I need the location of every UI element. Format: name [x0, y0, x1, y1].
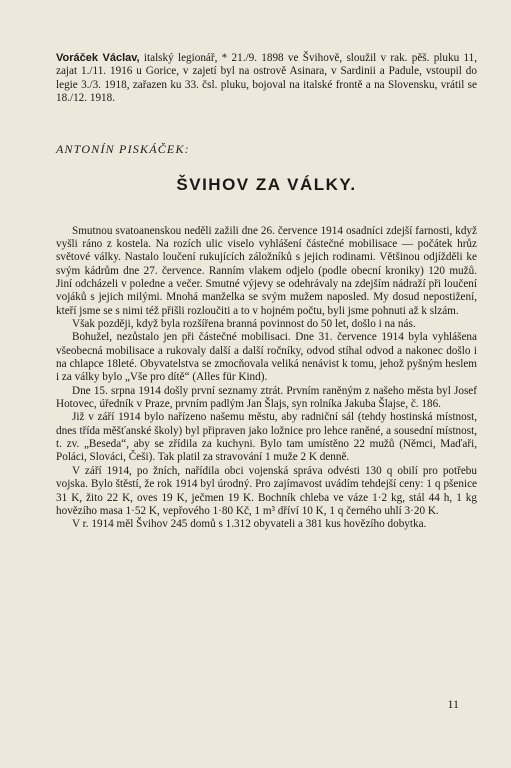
paragraph: V září 1914, po žních, nařídila obci vojenská správa odvésti 130 q obilí pro potřebu vojska. Bylo štěstí, že rok 1914 byl úrodný. Pro zajímavost uvádím tehdejší ceny: 1 q pšenice 31 K, žito 22 K, oves 19 K, ječmen 19 K. Bochník chleba ve váze 1·2 kg, stál 44 h, 1 kg hovězího masa 1·52 K, vepřového 1·80 Kč, 1 m³ dříví 10 K, 1 q černého uhlí 3·20 K. [56, 464, 477, 517]
paragraph: V r. 1914 měl Švihov 245 domů s 1.312 obyvateli a 381 kus hovězího dobytka. [72, 518, 427, 531]
biography-text: italský legionář, * 21./9. 1898 ve Švihově, sloužil v rak. pěš. pluku 11, zajat 1./11. 1916 u Gorice, v zajetí byl na ostrově Asinara, v Sardinii a Padule, vstoupil do legie 3./3. 1918, zařazen ku 33. čsl. pluku, bojoval na italské frontě a na Slovensku, vrátil se 18./12. 1918. [56, 52, 478, 105]
biography-entry [56, 52, 477, 106]
page-number: 11 [447, 697, 459, 711]
paragraph: Však později, když byla rozšířena branná povinnost do 50 let, došlo i na nás. [72, 318, 416, 331]
article-body [56, 225, 477, 532]
paragraph: Smutnou svatoanenskou neděli zažili dne 26. července 1914 osadníci zdejší farnosti, když vyšli ráno z kostela. Na rozích ulic viselo vyhlášení částečné mobilisace — počátek hrůz světové války. Nastalo loučení rukujících záložníků s jejich rodinami. Většinou odjížděli ke svým kádrům dne 27. července. Ranním vlakem odjelo (podle obecní kroniky) 120 mužů. Jiní odcházeli v poledne a večer. Smutné výjevy se odehrávaly na zdejším nádraží při loučení vojáků s jejich milými. Mnohá manželka se svým mužem naposled. My dosud nepostižení, kteří jsme se s nimi též přišli rozloučiti a to v hojném počtu, byli jsme pohnuti až k slzám. [56, 224, 477, 317]
biography-name: Voráček Václav, [56, 52, 140, 64]
paragraph: Již v září 1914 bylo nařízeno našemu městu, aby radniční sál (tehdy hostinská místnost, dnes třída měšťanské školy) byl připraven jako ložnice pro lehce raněné, a sousední místnost, t. zv. „Beseda“, aby se zřídila za kuchyni. Bylo tam umístěno 22 mužů (Němci, Maďaři, Poláci, Slováci, Češi). Tak platil za stravování 1 muže 2 K denně. [56, 411, 477, 464]
article-author: ANTONÍN PISKÁČEK: [56, 141, 190, 156]
article-title: ŠVIHOV ZA VÁLKY. [176, 174, 357, 194]
paragraph: Bohužel, nezůstalo jen při částečné mobilisaci. Dne 31. července 1914 byla vyhlášena všeobecná mobilisace a rukovaly další a další ročníky, odvod stíhal odvod a nakonec došlo i na chlapce 18leté. Obyvatelstva se zmocňovala veliká nenávist k tomu, jehož pyšným heslem i za války bylo „Vše pro dítě“ (Alles für Kind). [56, 331, 477, 384]
paragraph: Dne 15. srpna 1914 došly první seznamy ztrát. Prvním raněným z našeho města byl Josef Hotovec, úředník v Praze, prvním padlým Jan Šlajs, syn rolníka Jakuba Šlajse, č. 186. [56, 384, 477, 411]
